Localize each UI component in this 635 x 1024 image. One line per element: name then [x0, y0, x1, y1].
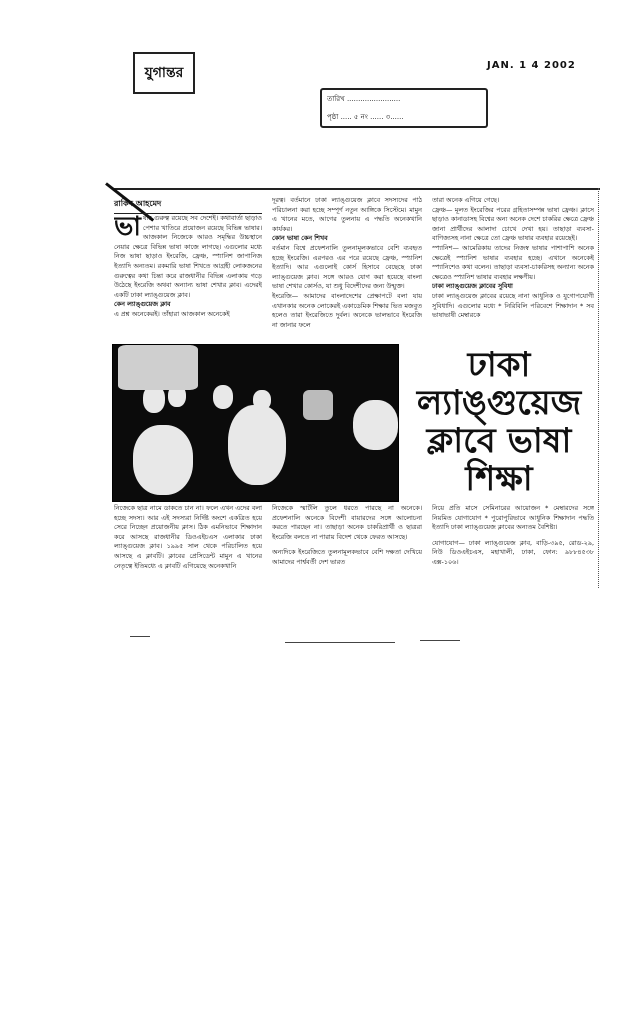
column-2-top	[272, 196, 422, 342]
headline-line: শিক্ষা	[465, 459, 533, 499]
paragraph: ঢাকা ল্যাঙ্গুয়েজ ক্লাবের রয়েছে নানা আধুনিক ও যুগোপযোগী সুবিধাদি। এগুলোর মধ্যে * নিরিবিলি পরিবেশে শিক্ষাদান * সব ভাষাভাষী মেম্বারকে	[432, 291, 594, 320]
stamp-line-page: পৃষ্ঠা ..... ৫ নং ...... ৩......	[327, 113, 404, 121]
paragraph: ইংরেজি— আমাদের বাংলাদেশের প্রেক্ষাপটে বলা যায় এখানকার অনেক লোকেরই একাডেমিক শিক্ষার ভিত মজবুত হলেও তারা ইংরেজিতে দুর্বল। অনেকে ভালভাবে ইংরেজি না জানার ফলে	[272, 291, 422, 329]
column-1-top	[114, 214, 262, 342]
column-2-bottom	[272, 504, 422, 582]
article-headline	[402, 346, 596, 498]
paragraph: ফ্রেঞ্চ— মূলত ইংরেজির পরের গ্রহিতাসম্পন্ন ভাষা ফ্রেঞ্চ। ক্লাসে ছাড়াও কানাডাসহ বিশ্বের অন্য অনেক দেশে চাকরির ক্ষেত্রে ফ্রেঞ্চ জানা প্রার্থীদের আলাদা চোখে দেখা হয়। তাছাড়া ব্যবসা-বাণিজ্যসহ নানা ক্ষেত্রে তো ফ্রেঞ্চ ভাষার ব্যবহার রয়েছেই।	[432, 205, 594, 243]
headline-line: ল্যাঙ্গুয়েজ	[416, 383, 582, 423]
article-photo	[112, 344, 399, 502]
contact-info: যোগাযোগ— ঢাকা ল্যাঙ্গুয়েজ ক্লাব, বাড়ি-৩৯৫, রোড-২৯, নিউ ডিওএইচএস, মহাখালী, ঢাকা, ফোন: ৯৮৮৪৫৩৮ এক্স-১০৬।	[432, 538, 594, 566]
scan-noise	[130, 636, 150, 637]
column-3-bottom	[432, 504, 594, 582]
paragraph: তারা অনেক এগিয়ে গেছে।	[432, 196, 500, 204]
article-right-edge	[598, 188, 600, 588]
masthead-text: যুগান্তর	[144, 65, 184, 81]
headline-line: ঢাকা	[467, 345, 531, 385]
column-3-top	[432, 196, 594, 342]
subhead-why-club: কেন ল্যাঙ্গুয়েজ ক্লাব	[114, 300, 171, 309]
article-top-rule	[112, 188, 600, 190]
paragraph: নিজেকে ছাত্র নামে ডাকতে চান না। ফলে এখন এদের বলা হচ্ছে সদস্য। আর এই সদস্যরা নির্দিষ্ট অংশে একত্রিত হয়ে সেরে নিচ্ছেন প্রয়োজনীয় ক্লাস। ঠিক এমনিভাবে শিক্ষাদান করে আসছে রাজধানীর ডিওএইচএস এলাকার ঢাকা ল্যাঙ্গুয়েজ ক্লাব। ১৯৯৫ সাল থেকে পরিচালিত হয়ে আসছে এ ক্লাবটি। ক্লাবের প্রেসিডেন্ট মামুন এ খানের নেতৃত্বে ইতিমধ্যে এ ক্লাবটি এগিয়েছে অনেকখানি	[114, 504, 262, 570]
archive-stamp	[320, 88, 488, 128]
subhead-which-language: কোন ভাষা কেন শিখব	[272, 234, 328, 243]
paragraph: অন্যদিকে ইংরেজিতে তুলনামূলকভাবে বেশি দক্ষতা দেখিয়ে আমাদের পার্শ্ববর্তী দেশ ভারত	[272, 548, 422, 566]
paragraph: দূরত্ব। বর্তমানে ঢাকা ল্যাঙ্গুয়েজ ক্লাবে সদস্যদের পাঠ পরিচালনা করা হচ্ছে সম্পূর্ণ নতুন আঙ্গিকে সিস্টেমে। মামুন এ খানের মতে, আগের তুলনায় এ পদ্ধতি অনেকখানি কার্যকর।	[272, 196, 422, 233]
stamp-line-date: তারিখ ........................	[327, 95, 401, 103]
paragraph: স্প্যানিশ— আমেরিকায় তাদের নিজস্ব ভাষার পাশাপাশি অনেক ক্ষেত্রেই স্প্যানিশ ভাষার ব্যবহার হচ্ছে। এখানে অনেকেই স্প্যানিশেও কথা বলেন। তাছাড়া ব্যবসা-চাকরিসহ অন্যান্য অনেক ক্ষেত্রেও স্প্যানিশ ভাষার ব্যবহার লক্ষণীয়।	[432, 243, 594, 281]
headline-line: ক্লাবে ভাষা	[426, 421, 572, 461]
newspaper-masthead	[133, 52, 195, 94]
column-1-bottom	[114, 504, 262, 582]
date-stamp: JAN. 1 4 2002	[487, 60, 576, 71]
intro-text: ষার গুরুত্ব রয়েছে সব দেশেই। কথাবার্তা ছাড়াও পেশার খাতিরে প্রয়োজন রয়েছে বিভিন্ন ভাষার। আজকাল নিজেকে আরও সমৃদ্ধির উচ্চস্থানে নেয়ার ক্ষেত্রে বিভিন্ন ভাষা কাজে লাগছে। এগুলোর মধ্যে নিজ ভাষা ছাড়াও ইংরেজি, ফ্রেঞ্চ, স্প্যানিশ জাপানিজ ইত্যাদি অন্যতম। রকমারি ভাষা শিখতে আগ্রহী লোকজনের গুরুত্বের কথা চিন্তা করে রাজধানীর বিভিন্ন এলাকায় গড়ে উঠেছে ইংরেজি অথবা অন্যান্য ভাষা শেখার ক্লাব। এদেরই একটি ঢাকা ল্যাঙ্গুয়েজ ক্লাব।	[114, 214, 262, 299]
subhead-club-benefits: ঢাকা ল্যাঙ্গুয়েজ ক্লাবের সুবিধা	[432, 282, 513, 291]
scan-noise	[285, 642, 395, 643]
scan-noise	[420, 640, 460, 641]
byline: রাকিব আহমেদ	[114, 198, 262, 214]
paragraph: বর্তমান বিশ্বে প্রফেশনালি তুলনামূলকভাবে বেশি ব্যবহৃত হচ্ছে ইংরেজি। এরপরও এর পরে রয়েছে ফ্রেঞ্চ, স্প্যানিশ ইত্যাদি। আর এগুলোই কোর্স হিসাবে বেছেছে ঢাকা ল্যাঙ্গুয়েজ ক্লাব। সঙ্গে আরও যোগ করা হয়েছে বাংলা ভাষা শেখার কোর্সও, যা শুধু বিদেশীদের জন্য উন্মুক্ত।	[272, 243, 422, 291]
paragraph: নিজেকে স্মার্টলি তুলে ধরতে পারছে না অনেকে। প্রফেশনালি অনেকে বিদেশী বায়ারদের সঙ্গে আলোচনা করতে পারছেন না। তাছাড়া অনেক চাকরিপ্রার্থী ও ছাত্ররা ইংরেজি বলতে না পারায় বিদেশ থেকে ফেরত আসছে।	[272, 504, 422, 541]
drop-cap: ভা	[114, 214, 141, 242]
paragraph: এ প্রশ্ন অনেকেরই। তাঁহারা আজকাল অনেকেই	[114, 309, 230, 318]
paragraph: নিয়ে প্রতি মাসে সেমিনারের আয়োজন * মেম্বারদের সঙ্গে নিয়মিত যোগাযোগ * পুরোপুরিভাবে আধুনিক শিক্ষাদান পদ্ধতি ইত্যাদি ঢাকা ল্যাঙ্গুয়েজ ক্লাবের অন্যতম বৈশিষ্ট্য।	[432, 504, 594, 532]
